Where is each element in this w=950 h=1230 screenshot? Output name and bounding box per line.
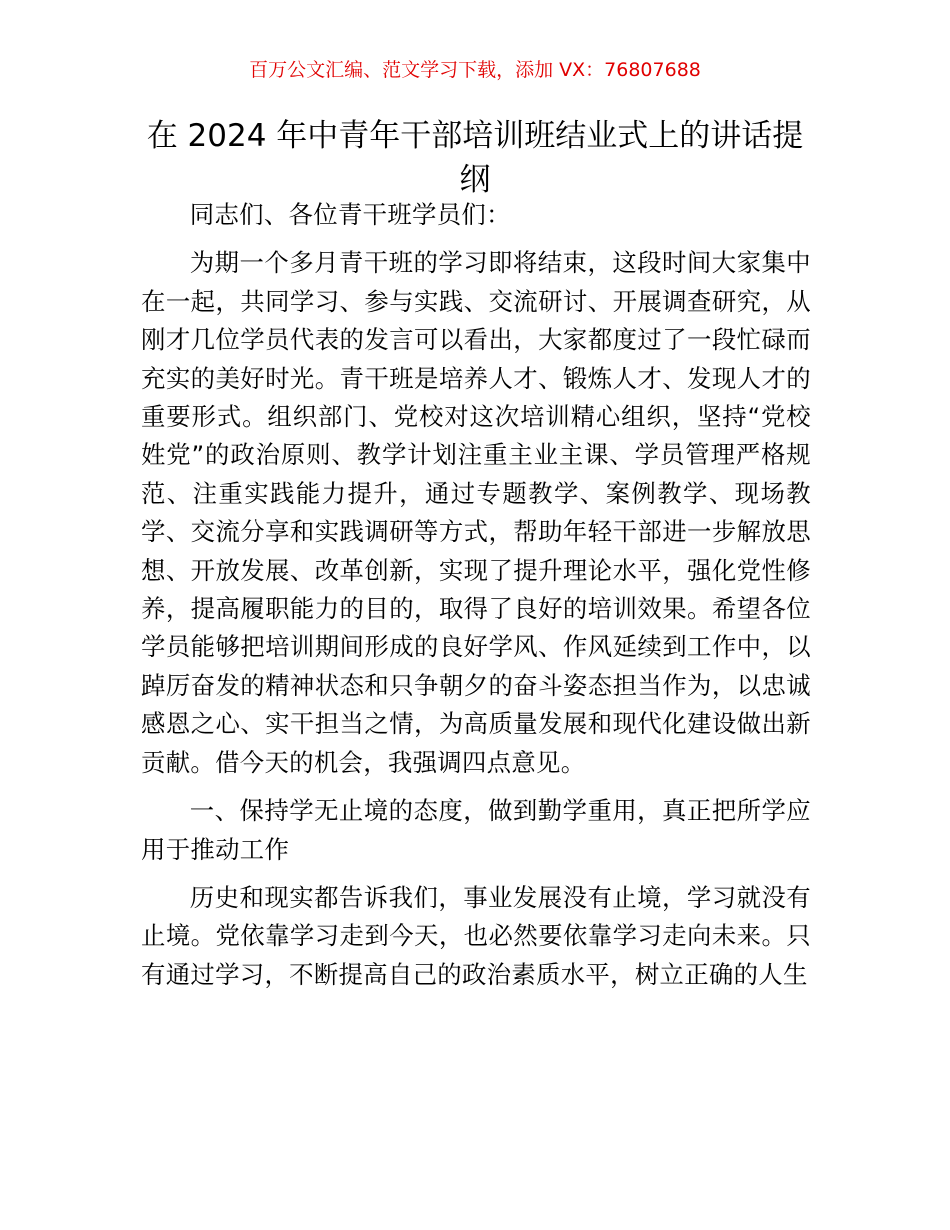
- section-1-paragraph: 历史和现实都告诉我们，事业发展没有止境，学习就没有止境。党依靠学习走到今天，也必然要依靠学习走向未来。只有通过学习，不断提高自己的政治素质水平，树立正确的人生: [141, 882, 811, 989]
- document-title: 在 2024 年中青年干部培训班结业式上的讲话提纲: [146, 118, 804, 198]
- intro-paragraph: 为期一个多月青干班的学习即将结束，这段时间大家集中在一起，共同学习、参与实践、交流研讨、开展调查研究，从刚才几位学员代表的发言可以看出，大家都度过了一段忙碌而充实的美好时光。青干班是培养人才、锻炼人才、发现人才的重要形式。组织部门、党校对这次培训精心组织，坚持“党校姓党”的政治原则、教学计划注重主业主课、学员管理严格规范、注重实践能力提升，通过专题教学、案例教学、现场教学、交流分享和实践调研等方式，帮助年轻干部进一步解放思想、开放发展、改革创新，实现了提升理论水平，强化党性修养，提高履职能力的目的，取得了良好的培训效果。希望各位学员能够把培训期间形成的良好学风、作风延续到工作中，以踔厉奋发的精神状态和只争朝夕的奋斗姿态担当作为，以忠诚感恩之心、实干担当之情，为高质量发展和现代化建设做出新贡献。借今天的机会，我强调四点意见。: [141, 248, 811, 777]
- section-heading-1: 一、保持学无止境的态度，做到勤学重用，真正把所学应用于推动工作: [141, 796, 811, 864]
- header-watermark-note: 百万公文汇编、范文学习下载，添加 VX：76807688: [249, 59, 701, 81]
- salutation-paragraph: 同志们、各位青干班学员们：: [189, 200, 511, 229]
- document-body: [141, 196, 811, 1004]
